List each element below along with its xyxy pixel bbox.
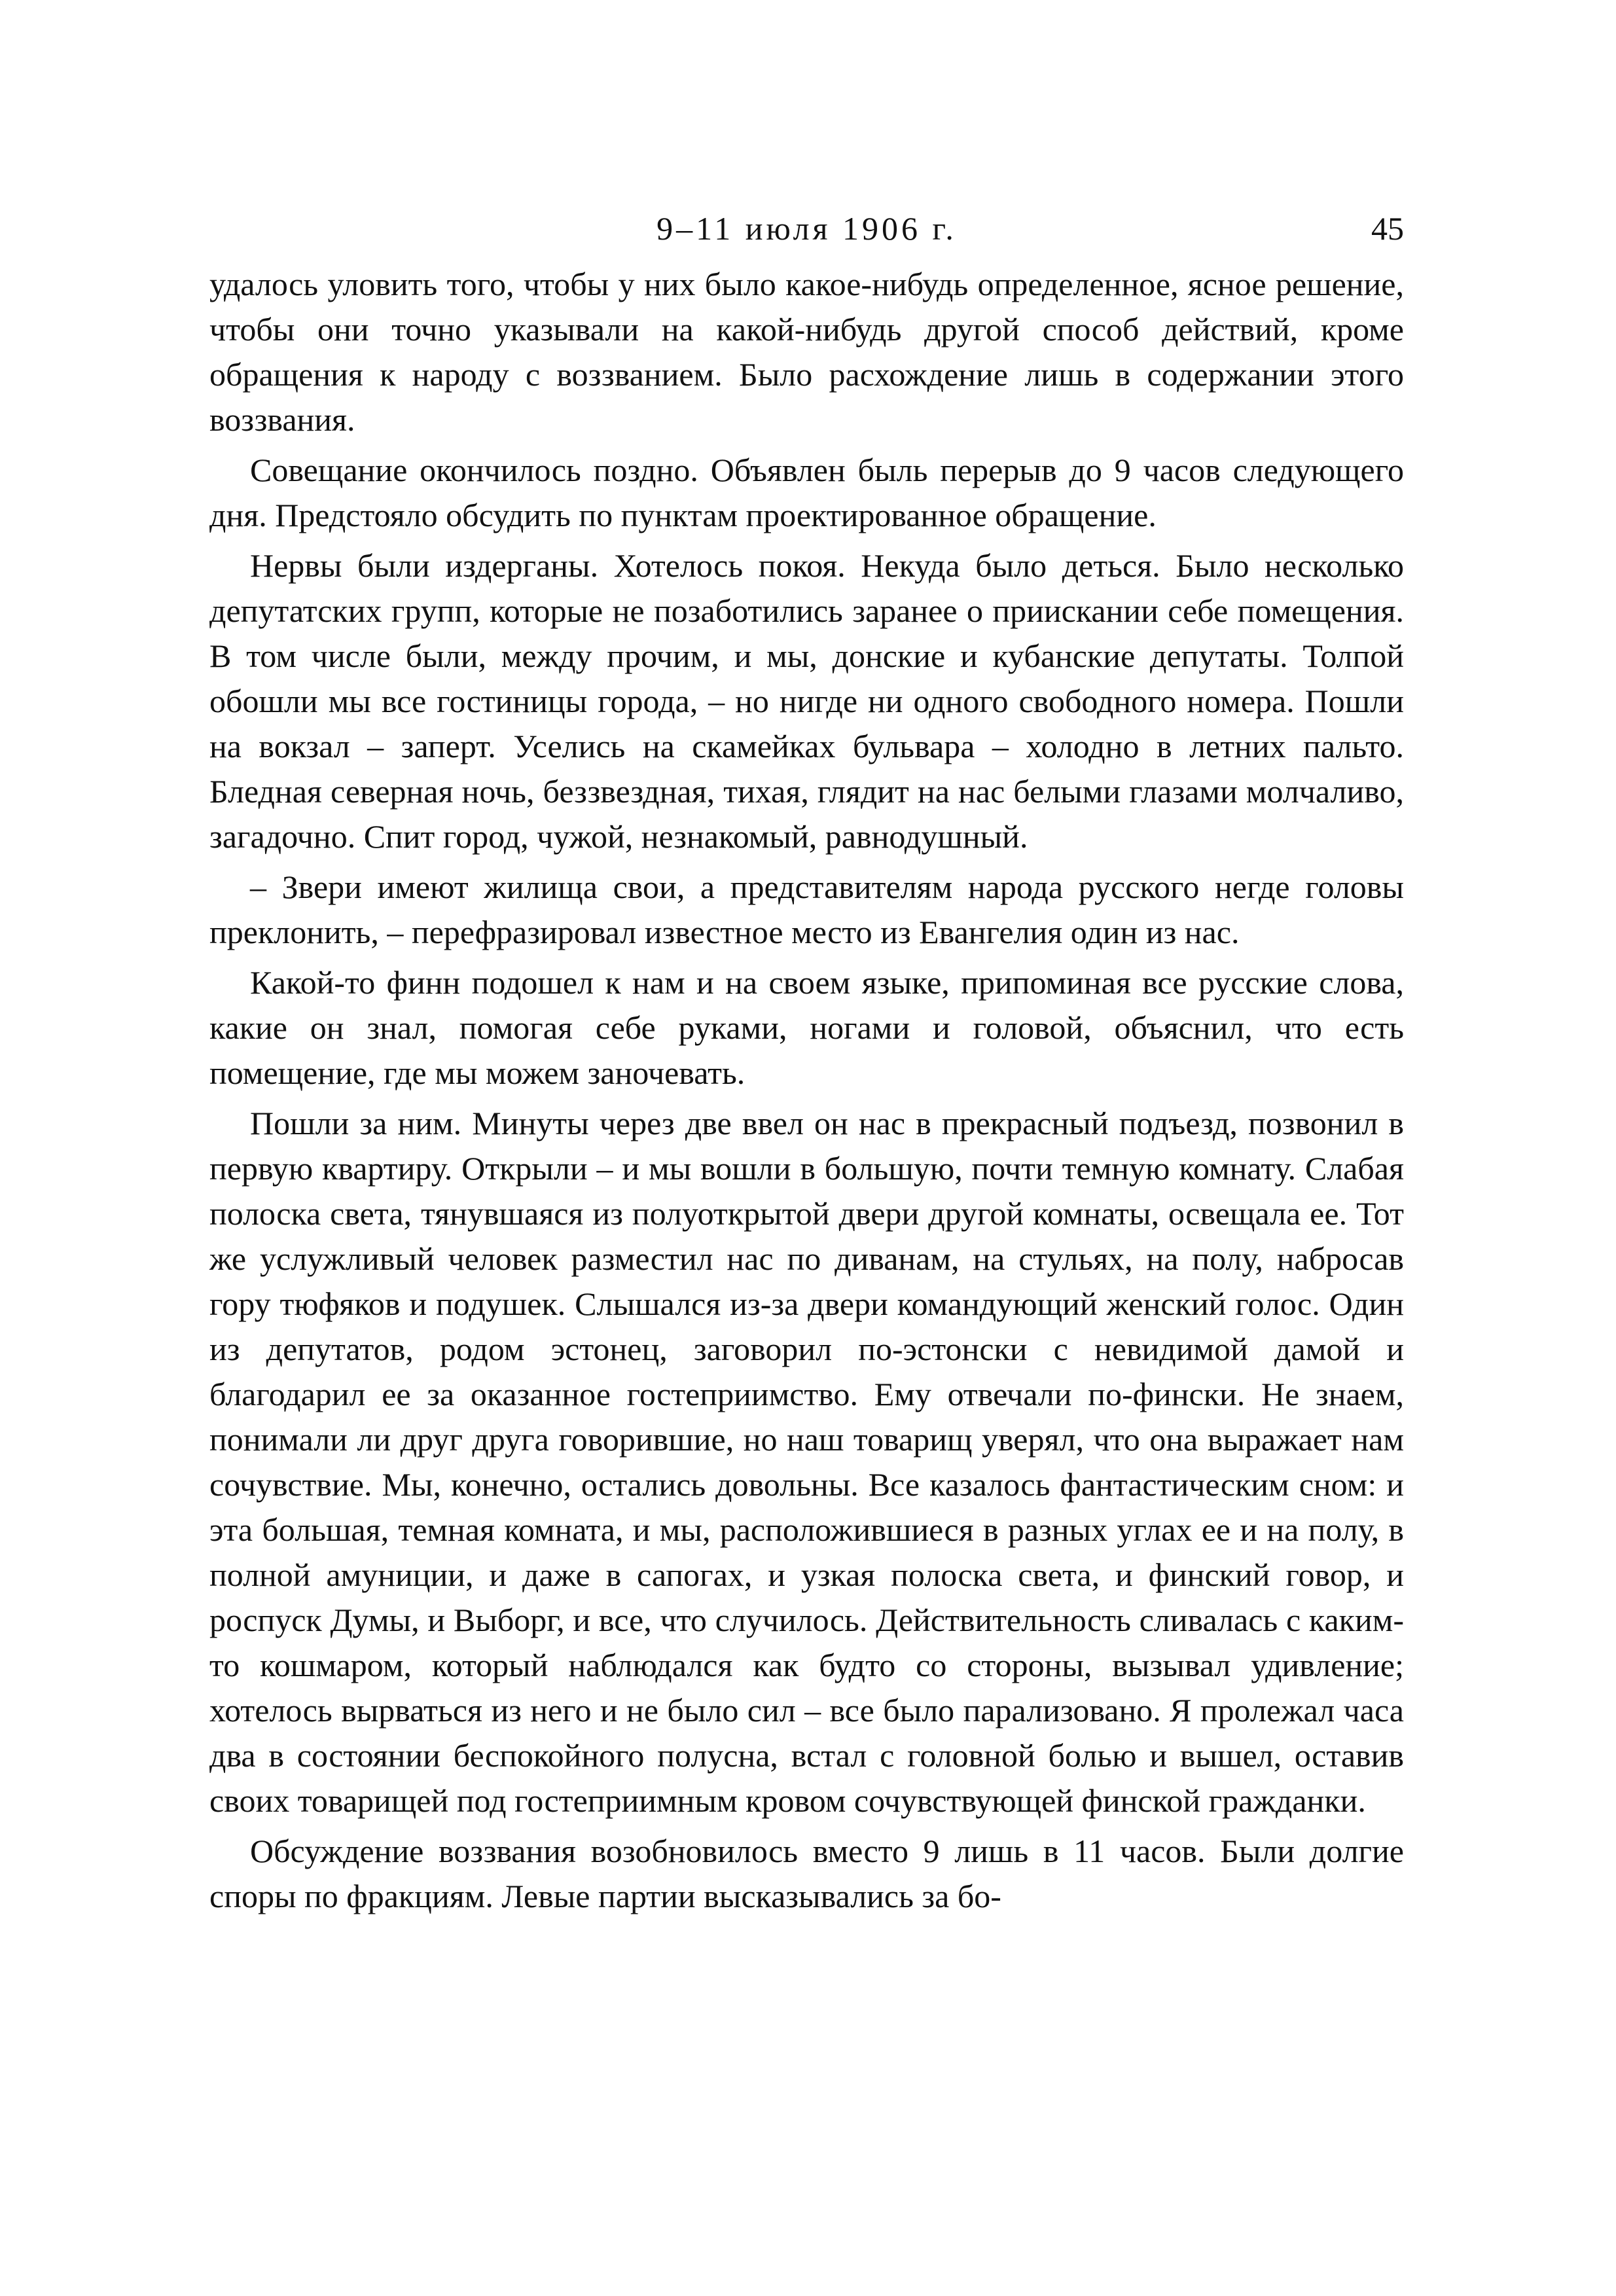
paragraph-5: Какой-то финн подошел к нам и на своем языке, припоминая все русские слова, какие он знал, помогая себе руками, ногами и головой, объяснил, что есть помещение, где мы можем заночевать. [209,964,1404,1091]
paragraph-3: Нервы были издерганы. Хотелось покоя. Некуда было деться. Было несколько депутатских групп, которые не позаботились заранее о приискании себе помещения. В том числе были, между прочим, и мы, донские и кубанские депутаты. Толпой обошли мы все гостиницы города, – но нигде ни одного свободного номера. Пошли на вокзал – заперт. Уселись на скамейках бульвара – холодно в летних пальто. Бледная северная ночь, беззвездная, тихая, глядит на нас белыми глазами молчаливо, загадочно. Спит город, чужой, незнакомый, равнодушный. [209,547,1404,855]
paragraph-2: Совещание окончилось поздно. Объявлен быль перерыв до 9 часов следующего дня. Предстояло обсудить по пунктам проектированное обращение. [209,452,1404,533]
paragraph-7: Обсуждение воззвания возобновилось вместо 9 лишь в 11 часов. Были долгие споры по фракциям. Левые партии высказывались за бо- [209,1833,1404,1914]
paragraph-1: удалось уловить того, чтобы у них было какое-нибудь определенное, ясное решение, чтобы они точно указывали на какой-нибудь другой способ действий, кроме обращения к народу с воззванием. Было расхождение лишь в содержании этого воззвания. [209,266,1404,438]
document-page [209,196,1404,1919]
page-number: 45 [1371,210,1404,247]
body-text [209,262,1404,1919]
running-title: 9–11 июля 1906 г. [656,210,957,247]
running-header [209,196,1404,262]
paragraph-4: – Звери имеют жилища свои, а представителям народа русского негде головы преклонить, – перефразировал известное место из Евангелия один из нас. [209,869,1404,950]
paragraph-6: Пошли за ним. Минуты через две ввел он нас в прекрасный подъезд, позвонил в первую квартиру. Открыли – и мы вошли в большую, почти темную комнату. Слабая полоска света, тянувшаяся из полуоткрытой двери другой комнаты, освещала ее. Тот же услужливый человек разместил нас по диванам, на стульях, на полу, набросав гору тюфяков и подушек. Слышался из-за двери командующий женский голос. Один из депутатов, родом эстонец, заговорил по-эстонски с невидимой дамой и благодарил ее за оказанное гостеприимство. Ему отвечали по-фински. Не знаем, понимали ли друг друга говорившие, но наш товарищ уверял, что она выражает нам сочувствие. Мы, конечно, остались довольны. Все казалось фантастическим сном: и эта большая, темная комната, и мы, расположившиеся в разных углах ее и на полу, в полной амуниции, и даже в сапогах, и узкая полоска света, и финский говор, и роспуск Думы, и Выборг, и все, что случилось. Действительность сливалась с каким-то кошмаром, который наблюдался как будто со стороны, вызывал удивление; хотелось вырваться из него и не было сил – все было парализовано. Я пролежал часа два в состоянии беспокойного полусна, встал с головной болью и вышел, оставив своих товарищей под гостеприимным кровом сочувствующей финской гражданки. [209,1105,1404,1819]
